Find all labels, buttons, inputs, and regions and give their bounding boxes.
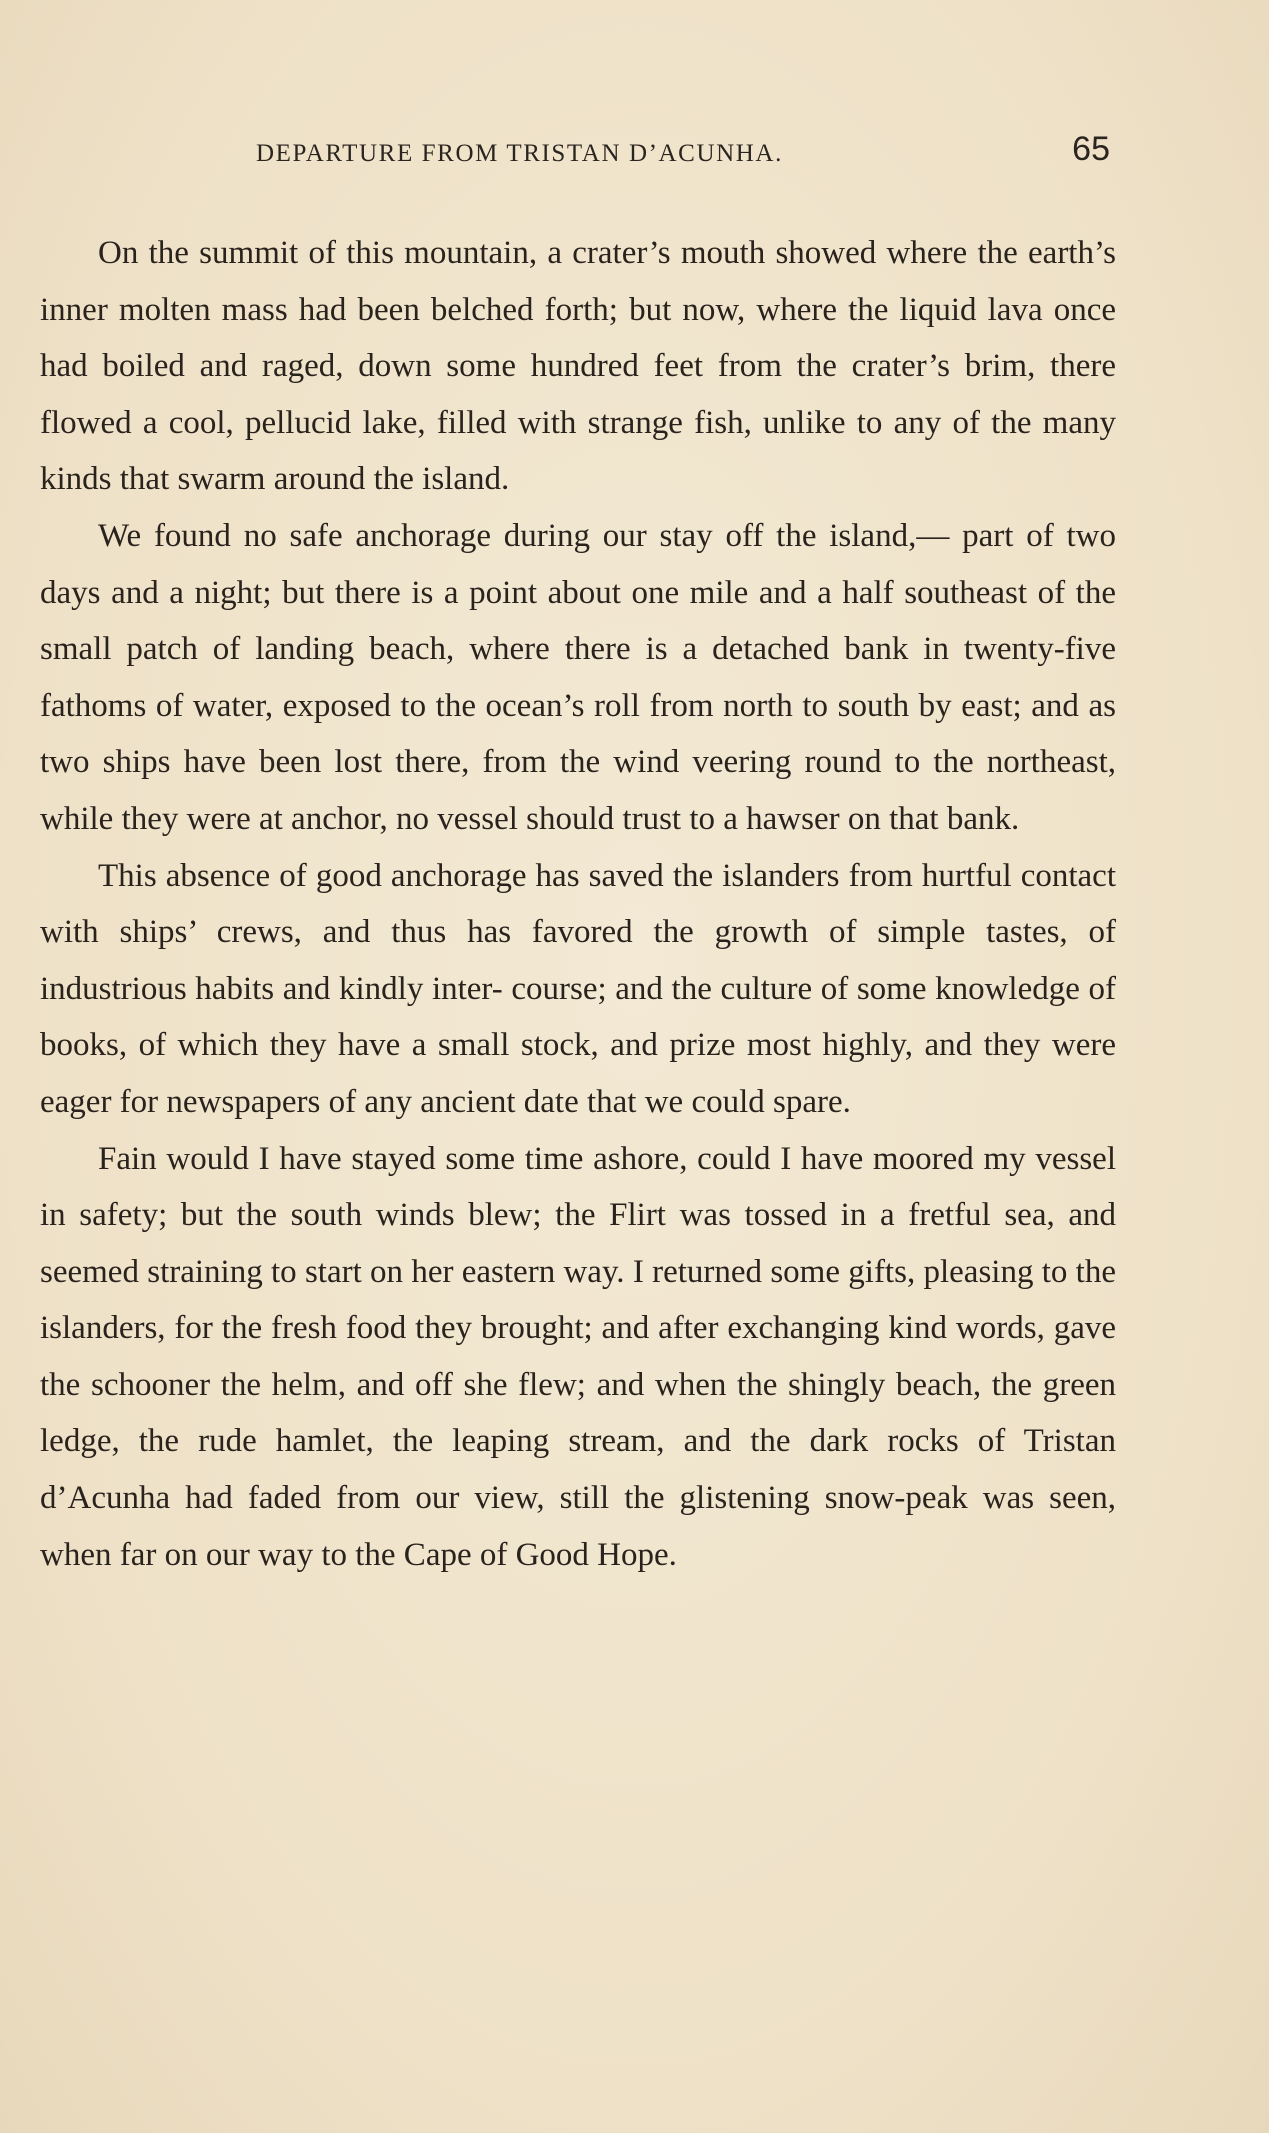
paragraph-4: Fain would I have stayed some time ashore, could I have moored my vessel in safety; but the south winds blew; the Flirt was tossed in a fretful sea, and seemed straining to start on her eastern way. I returned some gifts, pleasing to the islanders, for the fresh food they brought; and after exchanging kind words, gave the schooner the helm, and off she flew; and when the shingly beach, the green ledge, the rude hamlet, the leaping stream, and the dark rocks of Tristan d’Acunha had faded from our view, still the glistening snow-peak was seen, when far on our way to the Cape of Good Hope. bbox=[40, 1140, 1116, 1573]
paragraph-1: On the summit of this mountain, a crater’s mouth showed where the earth’s inner molten mass had been belched forth; but now, where the liquid lava once had boiled and raged, down some hundred feet from the crater’s brim, there flowed a cool, pellucid lake, filled with strange fish, unlike to any of the many kinds that swarm around the island. bbox=[40, 235, 1116, 498]
body-text bbox=[40, 225, 1116, 1583]
running-head bbox=[256, 130, 1116, 180]
paragraph-2: We found no safe anchorage during our stay off the island,— part of two days and a night; but there is a point about one mile and a half southeast of the small patch of landing beach, where there is a detached bank in twenty-five fathoms of water, exposed to the ocean’s roll from north to south by east; and as two ships have been lost there, from the wind veering round to the northeast, while they were at anchor, no vessel should trust to a hawser on that bank. bbox=[40, 517, 1116, 837]
running-title: DEPARTURE FROM TRISTAN D’ACUNHA. bbox=[256, 140, 783, 167]
page-number: 65 bbox=[1072, 130, 1110, 168]
paragraph-3: This absence of good anchorage has saved the islanders from hurtful contact with ships’ crews, and thus has favored the growth of simple tastes, of industrious habits and kindly inter- course; and the culture of some knowledge of books, of which they have a small stock, and prize most highly, and they were eager for newspapers of any ancient date that we could spare. bbox=[40, 857, 1116, 1120]
